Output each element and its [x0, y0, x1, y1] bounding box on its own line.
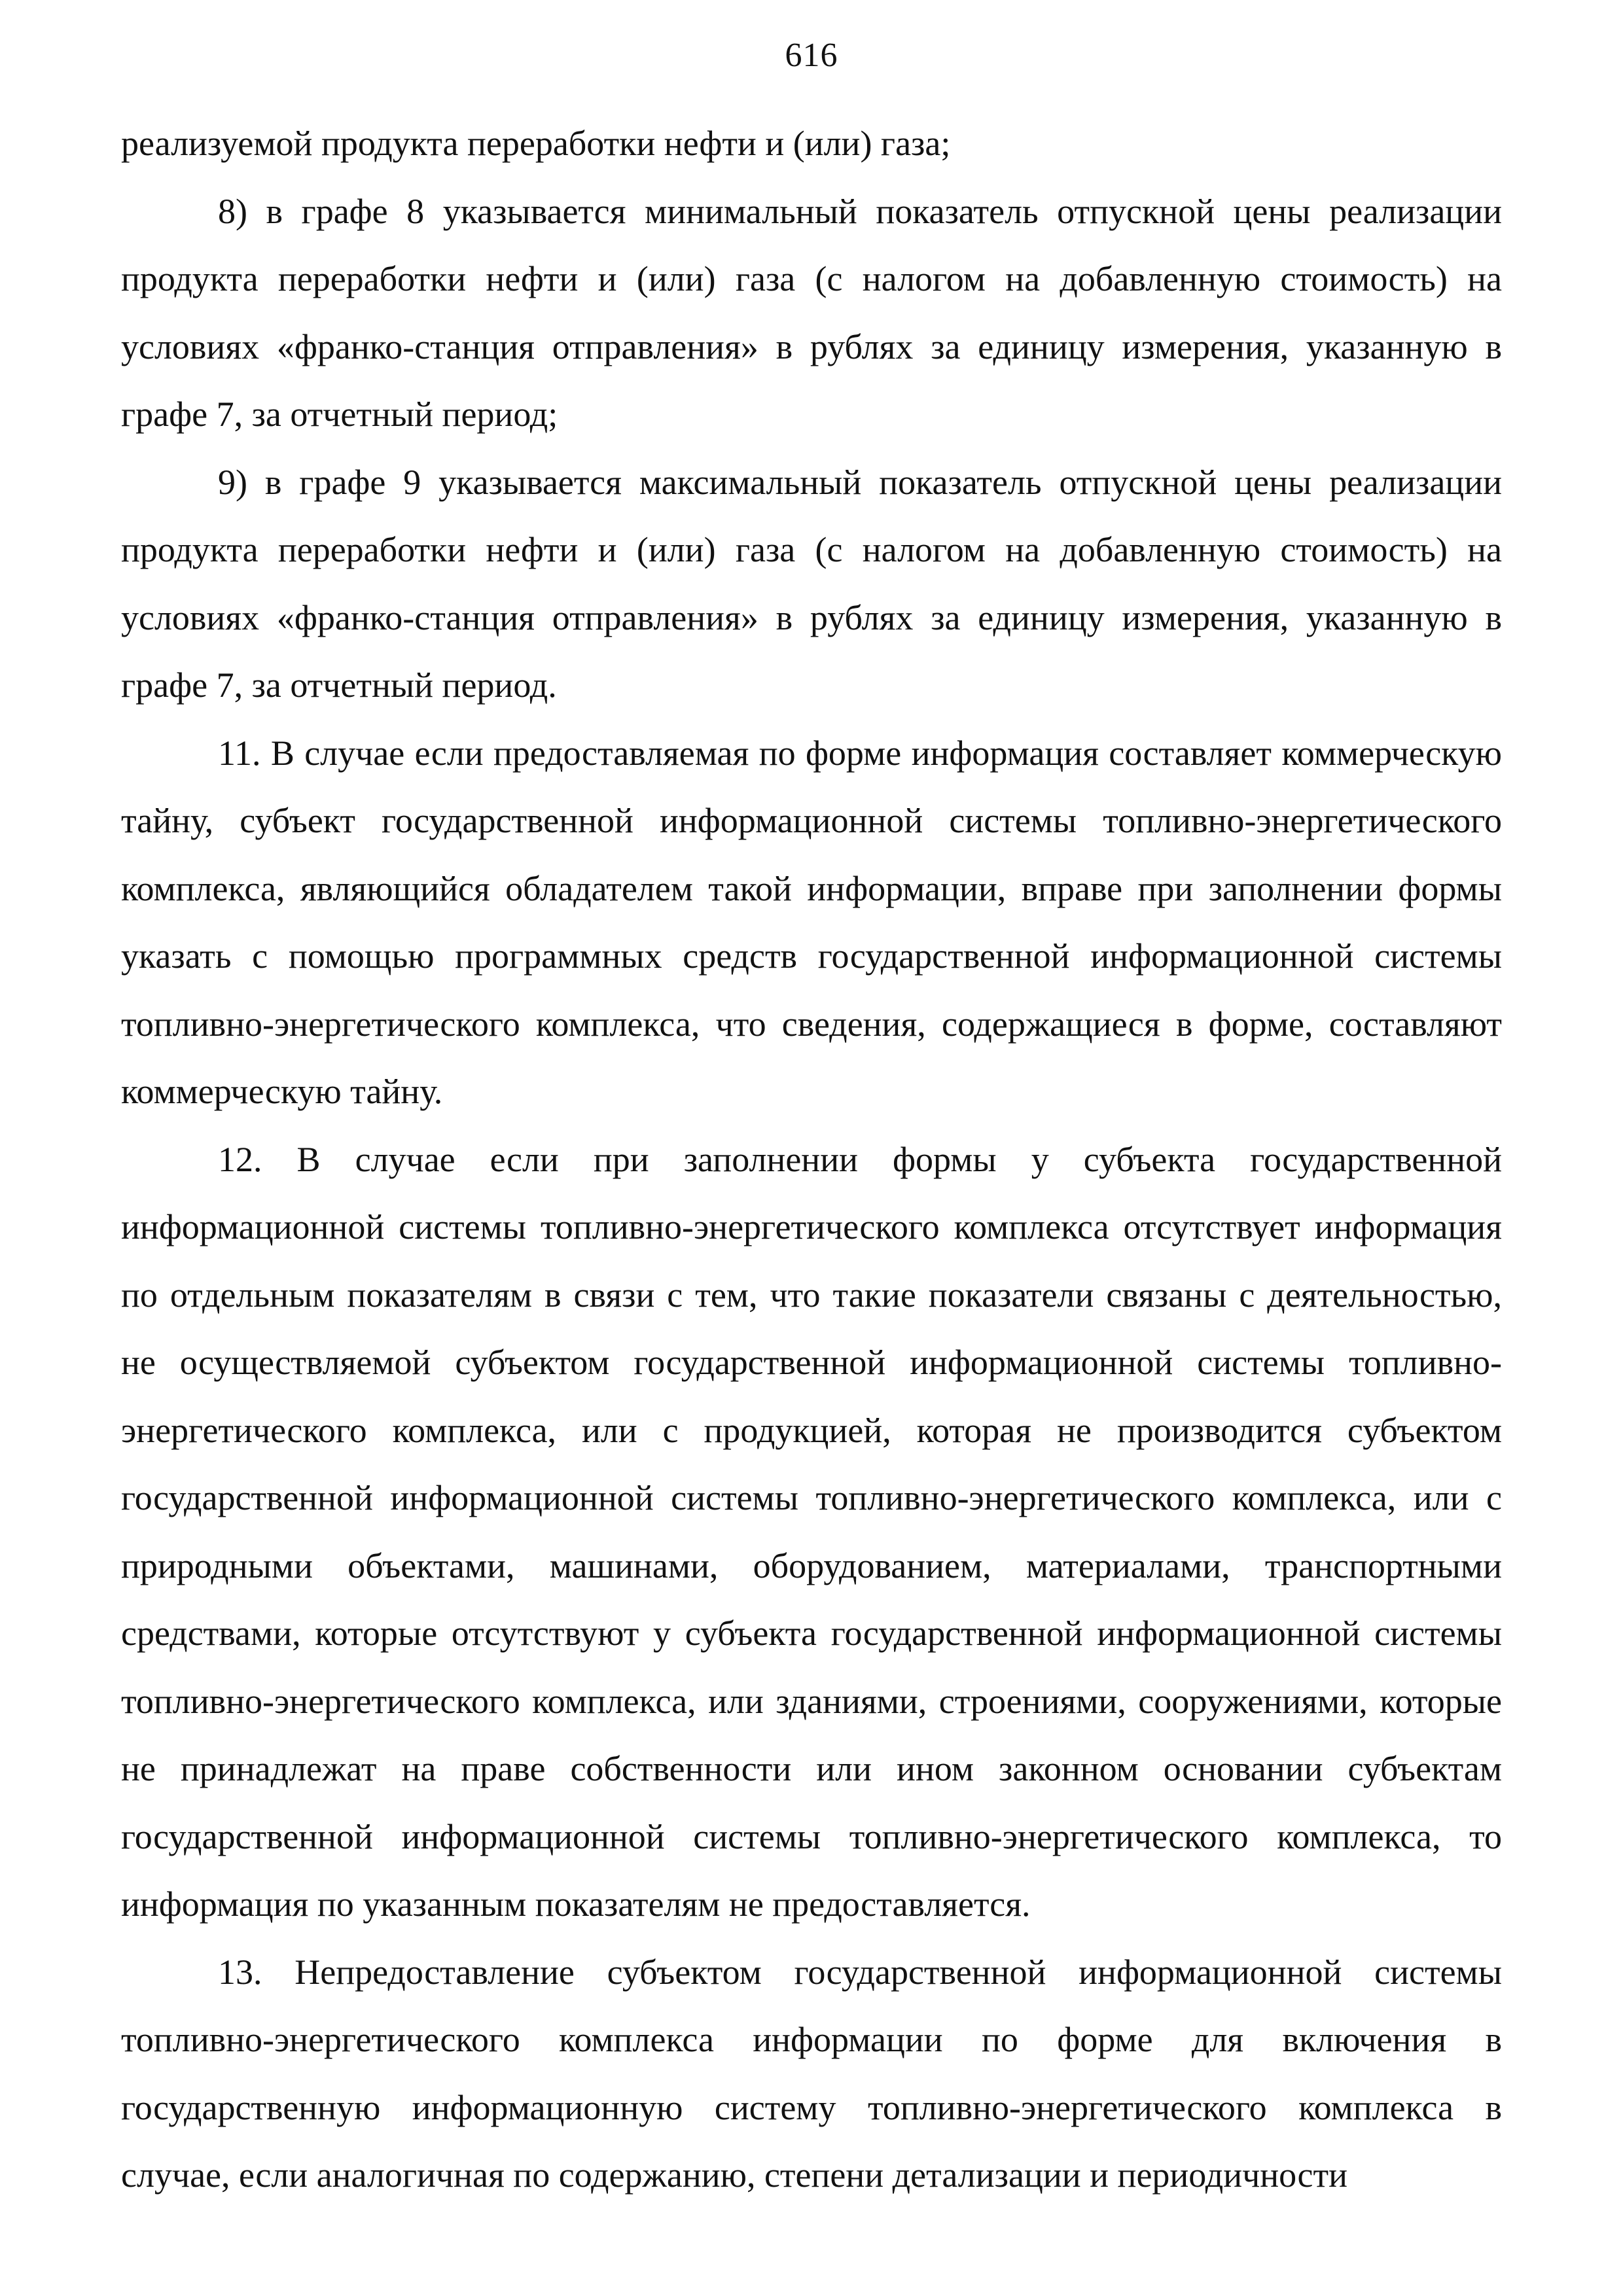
- paragraph-item-9: 9) в графе 9 указывается максимальный показатель отпускной цены реализации продукта переработки нефти и (или) газа (с налогом на добавленную стоимость) на условиях «франко-станция отправления» в рублях за единицу измерения, указанную в графе 7, за отчетный период.: [121, 462, 1502, 705]
- paragraph-item-8: 8) в графе 8 указывается минимальный показатель отпускной цены реализации продукта переработки нефти и (или) газа (с налогом на добавленную стоимость) на условиях «франко-станция отправления» в рублях за единицу измерения, указанную в графе 7, за отчетный период;: [121, 191, 1502, 434]
- page-number: 616: [785, 37, 838, 74]
- paragraph-continuation: реализуемой продукта переработки нефти и (или) газа;: [121, 124, 951, 163]
- paragraph-clause-13: 13. Непредоставление субъектом государственной информационной системы топливно-энергетического комплекса информации по форме для включения в государственную информационную систему топливно-энергетического комплекса в случае, если аналогичная по содержанию, степени детализации и периодичности: [121, 1952, 1502, 2195]
- document-body: [121, 110, 1502, 2210]
- paragraph-clause-11: 11. В случае если предоставляемая по форме информация составляет коммерческую тайну, субъект государственной информационной системы топливно-энергетического комплекса, являющийся обладателем такой информации, вправе при заполнении формы указать с помощью программных средств государственной информационной системы топливно-энергетического комплекса, что сведения, содержащиеся в форме, составляют коммерческую тайну.: [121, 733, 1502, 1111]
- paragraph-clause-12: 12. В случае если при заполнении формы у субъекта государственной информационной системы топливно-энергетического комплекса отсутствует информация по отдельным показателям в связи с тем, что такие показатели связаны с деятельностью, не осуществляемой субъектом государственной информационной системы топливно-энергетического комплекса, или с продукцией, которая не производится субъектом государственной информационной системы топливно-энергетического комплекса, или с природными объектами, машинами, оборудованием, материалами, транспортными средствами, которые отсутствуют у субъекта государственной информационной системы топливно-энергетического комплекса, или зданиями, строениями, сооружениями, которые не принадлежат на праве собственности или ином законном основании субъектам государственной информационной системы топливно-энергетического комплекса, то информация по указанным показателям не предоставляется.: [121, 1139, 1502, 1924]
